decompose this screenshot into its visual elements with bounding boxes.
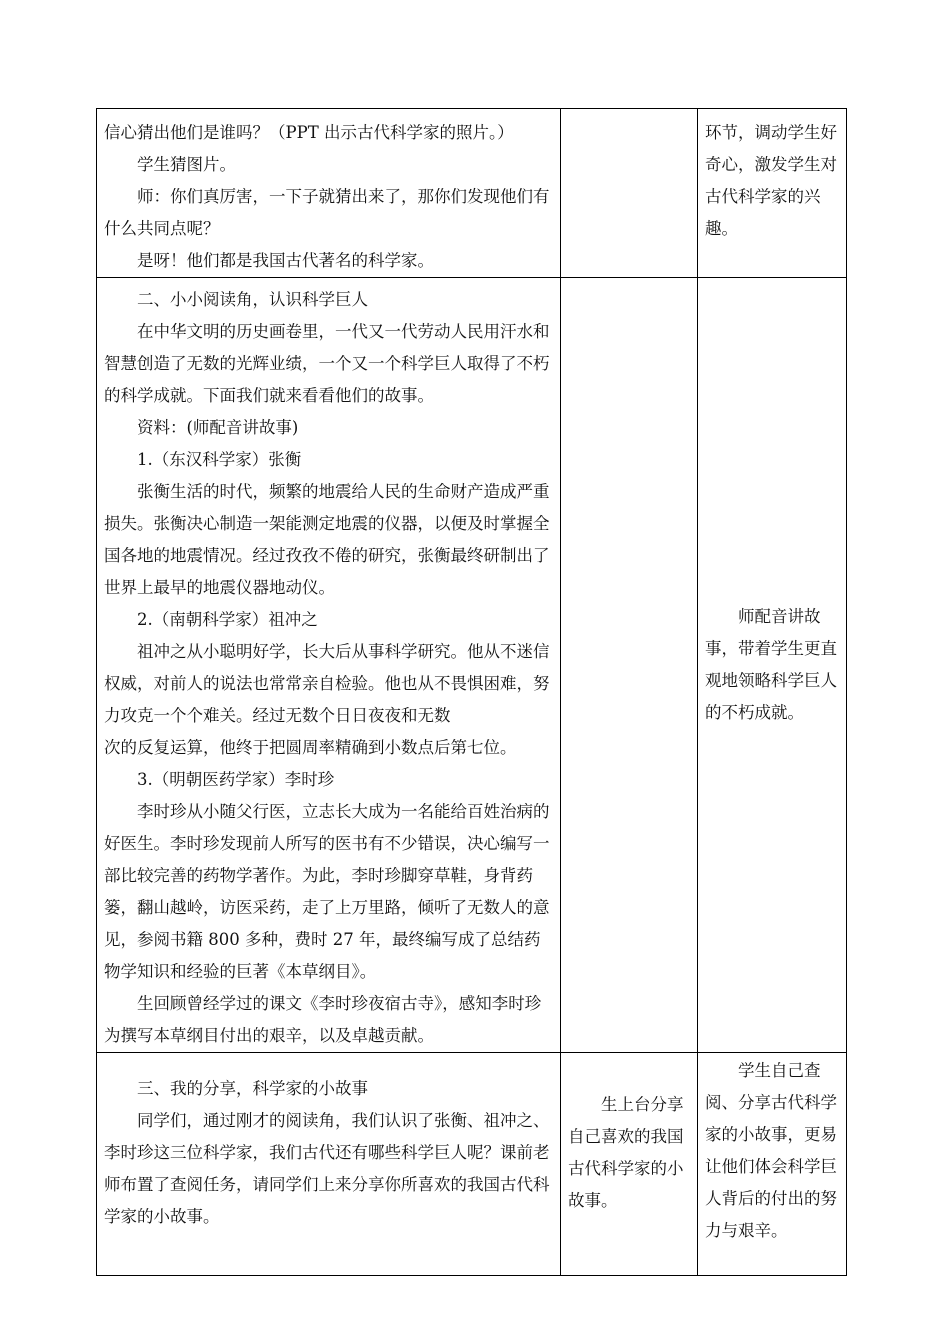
design-intent-text: 学生自己查阅、分享古代科学家的小故事，更易让他们体会科学巨人背后的付出的努力与艰辛。 [705, 1061, 837, 1240]
subheading: 3.（明朝医药学家）李时珍 [137, 770, 335, 789]
subheading: 2.（南朝科学家）祖冲之 [137, 610, 318, 629]
student-activity-text: 生上台分享自己喜欢的我国古代科学家的小故事。 [568, 1095, 684, 1210]
teaching-process-cell [97, 109, 561, 278]
design-intent-text: 环节，调动学生好奇心，激发学生对古代科学家的兴趣。 [705, 123, 837, 238]
paragraph: 师：你们真厉害，一下子就猜出来了，那你们发现他们有什么共同点呢？ [104, 187, 550, 238]
table-row [97, 109, 847, 278]
section-heading: 二、小小阅读角，认识科学巨人 [137, 290, 368, 309]
paragraph: 学生猜图片。 [137, 155, 236, 174]
design-intent-text: 师配音讲故事，带着学生更直观地领略科学巨人的不朽成就。 [705, 607, 837, 722]
paragraph: 次的反复运算，他终于把圆周率精确到小数点后第七位。 [104, 738, 517, 757]
lesson-plan-table [96, 108, 847, 1276]
section-heading: 三、我的分享，科学家的小故事 [137, 1079, 368, 1098]
table-row [97, 278, 847, 1053]
paragraph: 资料：(师配音讲故事) [137, 418, 299, 437]
teaching-process-cell [97, 1053, 561, 1276]
paragraph: 张衡生活的时代，频繁的地震给人民的生命财产造成严重损失。张衡决心制造一架能测定地震的仪器，以便及时掌握全国各地的地震情况。经过孜孜不倦的研究，张衡最终研制出了世界上最早的地震仪器地动仪。 [104, 482, 550, 597]
subheading: 1.（东汉科学家）张衡 [137, 450, 302, 469]
student-activity-cell [561, 1053, 698, 1276]
paragraph: 在中华文明的历史画卷里，一代又一代劳动人民用汗水和智慧创造了无数的光辉业绩，一个又一个科学巨人取得了不朽的科学成就。下面我们就来看看他们的故事。 [104, 322, 550, 405]
paragraph: 祖冲之从小聪明好学，长大后从事科学研究。他从不迷信权威，对前人的说法也常常亲自检验。他也从不畏惧困难，努力攻克一个个难关。经过无数个日日夜夜和无数 [104, 642, 550, 725]
paragraph: 生回顾曾经学过的课文《李时珍夜宿古寺》，感知李时珍为撰写本草纲目付出的艰辛，以及卓越贡献。 [104, 994, 542, 1045]
student-activity-cell [561, 109, 698, 278]
paragraph: 信心猜出他们是谁吗？（PPT 出示古代科学家的照片。） [104, 123, 514, 142]
table-row [97, 1053, 847, 1276]
design-intent-cell [698, 109, 847, 278]
design-intent-cell [698, 1053, 847, 1276]
paragraph: 李时珍从小随父行医，立志长大成为一名能给百姓治病的好医生。李时珍发现前人所写的医书有不少错误，决心编写一部比较完善的药物学著作。为此，李时珍脚穿草鞋，身背药篓，翻山越岭，访医采药，走了上万里路，倾听了无数人的意见，参阅书籍 800 多种，费时 27 年，最终编写成了总结药物学知识和经验的巨著《本草纲目》。 [104, 802, 550, 981]
paragraph: 同学们，通过刚才的阅读角，我们认识了张衡、祖冲之、李时珍这三位科学家，我们古代还有哪些科学巨人呢？课前老师布置了查阅任务，请同学们上来分享你所喜欢的我国古代科学家的小故事。 [104, 1111, 550, 1226]
paragraph: 是呀！他们都是我国古代著名的科学家。 [137, 251, 434, 270]
teaching-process-cell [97, 278, 561, 1053]
design-intent-cell [698, 278, 847, 1053]
student-activity-cell [561, 278, 698, 1053]
